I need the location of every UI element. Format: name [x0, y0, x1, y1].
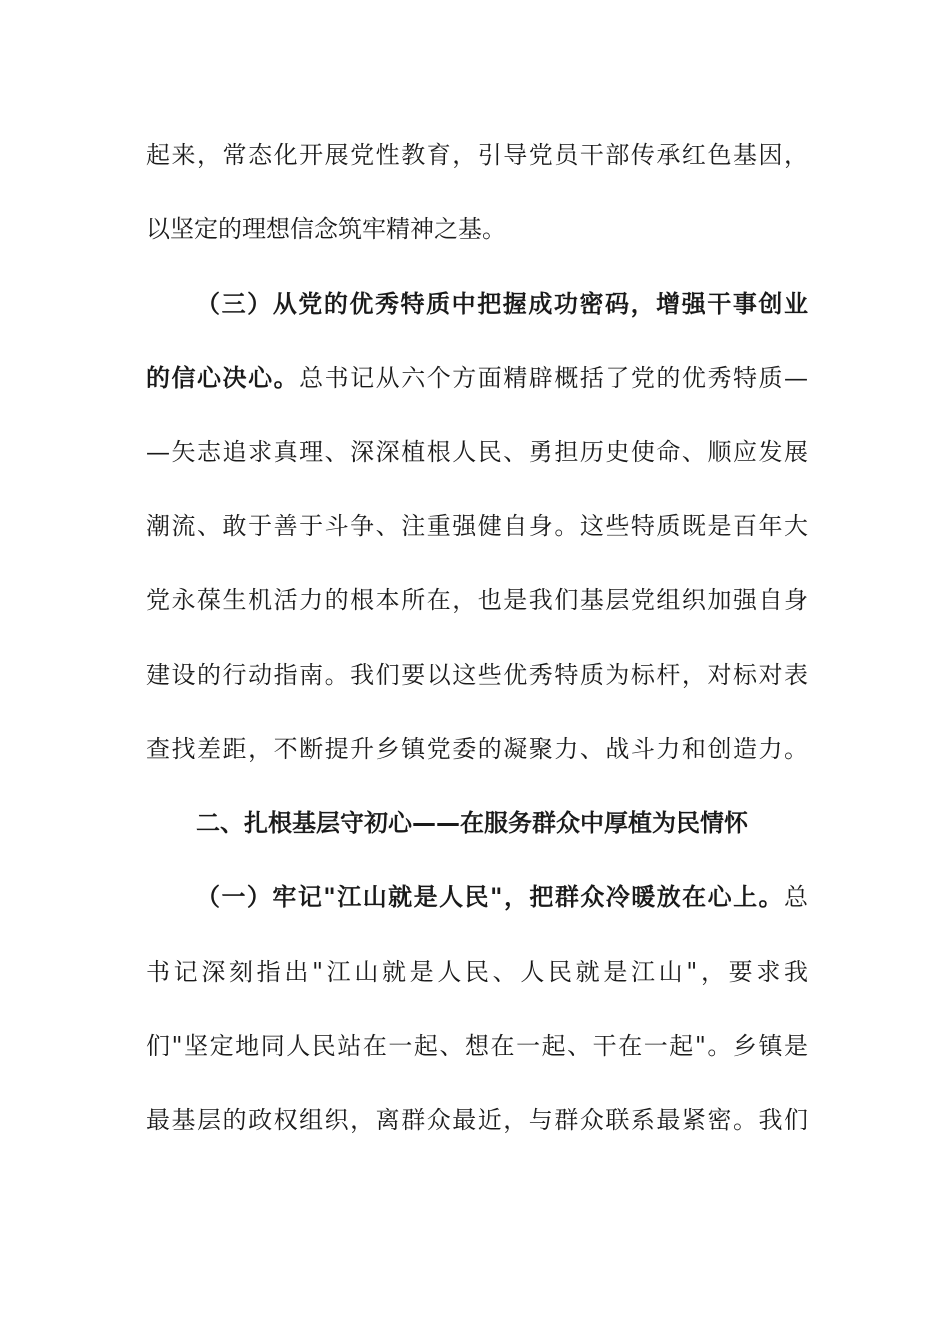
body-text-line: 最基层的政权组织，离群众最近，与群众联系最紧密。我们	[146, 1106, 808, 1134]
section-heading: 二、扎根基层守初心——在服务群众中厚植为民情怀	[196, 809, 748, 837]
body-text-line: 以坚定的理想信念筑牢精神之基。	[146, 215, 506, 243]
body-text-line: 建设的行动指南。我们要以这些优秀特质为标杆，对标对表	[146, 661, 808, 689]
body-text-line-mixed	[196, 877, 808, 917]
body-text-line: 潮流、敢于善于斗争、注重强健自身。这些特质既是百年大	[146, 512, 808, 540]
subsection-heading: （一）牢记"江山就是人民"，把群众冷暖放在心上。	[196, 883, 784, 911]
body-text-line: 党永葆生机活力的根本所在，也是我们基层党组织加强自身	[146, 586, 808, 614]
body-text-line: —矢志追求真理、深深植根人民、勇担历史使命、顺应发展	[146, 438, 808, 466]
subsection-heading-line: （三）从党的优秀特质中把握成功密码，增强干事创业	[196, 290, 808, 318]
body-text-line: 书记深刻指出"江山就是人民、人民就是江山"，要求我	[146, 958, 808, 986]
body-text-line: 们"坚定地同人民站在一起、想在一起、干在一起"。乡镇是	[146, 1032, 808, 1060]
body-text-run: 总书记从六个方面精辟概括了党的优秀特质—	[299, 364, 808, 392]
body-text-line: 起来，常态化开展党性教育，引导党员干部传承红色基因，	[146, 141, 808, 169]
subsection-heading-tail: 的信心决心。	[146, 364, 300, 392]
body-text-run: 总	[784, 883, 808, 911]
body-text-line: 查找差距，不断提升乡镇党委的凝聚力、战斗力和创造力。	[146, 735, 808, 763]
body-text-line-mixed	[146, 358, 808, 398]
